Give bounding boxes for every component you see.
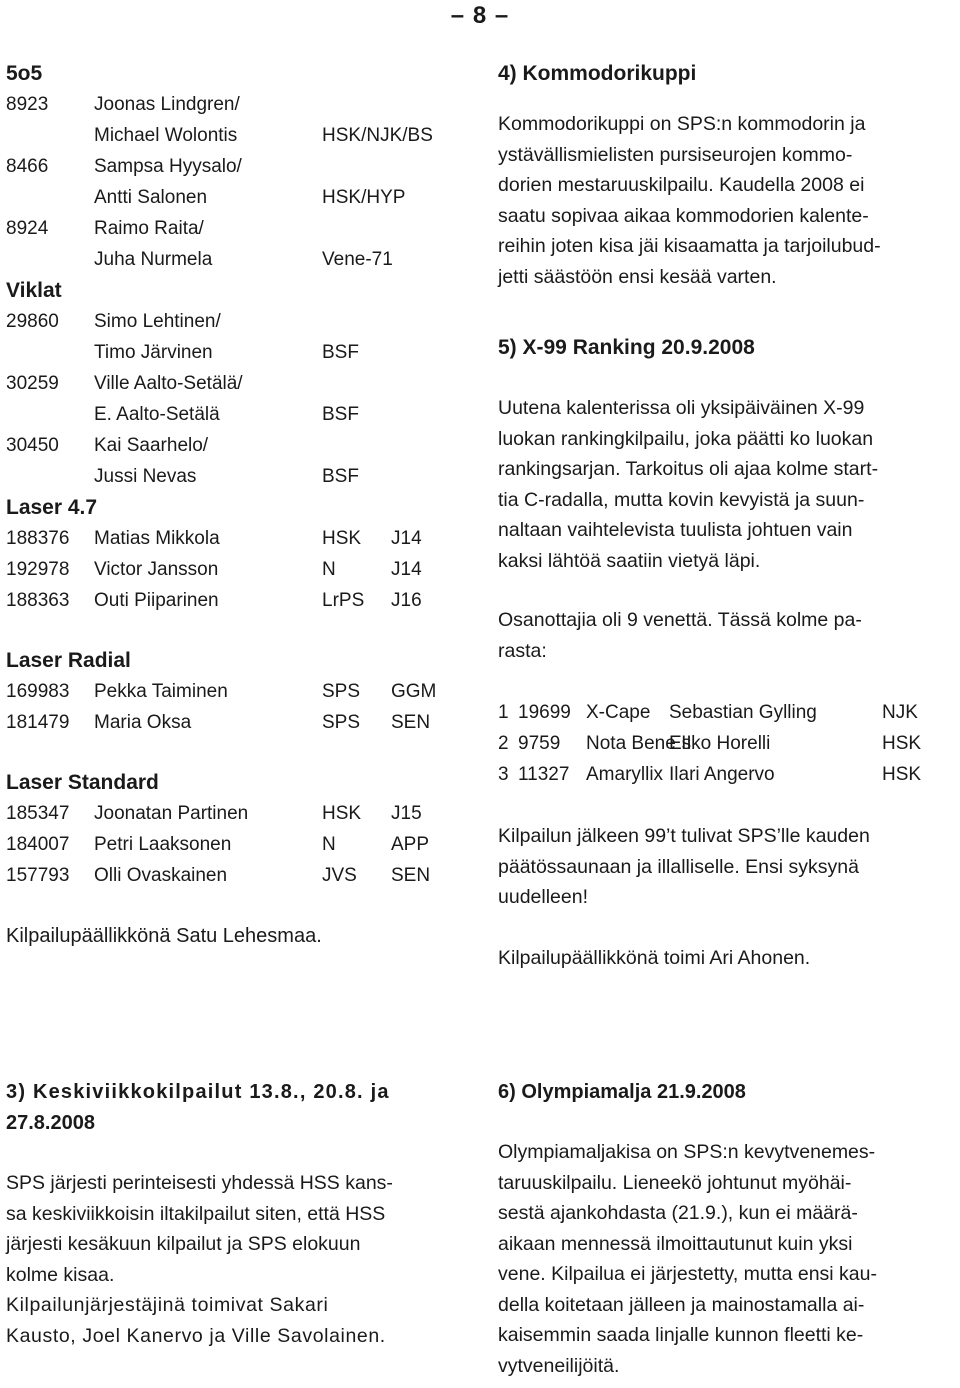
result-row: [6, 676, 476, 707]
text-line: järjesti kesäkuun kilpailut ja SPS elokuun: [6, 1233, 361, 1255]
keskiviikko-section: [6, 1077, 466, 1351]
boat-name: Nota Bene II: [586, 733, 692, 754]
text-line: luokan rankingkilpailu, joka päätti ko luokan: [498, 427, 874, 450]
result-row: [6, 89, 476, 120]
section-heading: Laser Radial: [6, 649, 131, 672]
kommodorikuppi-text: [498, 109, 960, 292]
keskiviikko-text: [6, 1168, 466, 1290]
after-race-text: [498, 821, 960, 913]
text-line: jetti säästöön ensi kesää varten.: [498, 265, 777, 288]
section-heading: Laser Standard: [6, 771, 159, 794]
boat-name: Amaryllix: [586, 764, 664, 785]
sail-number: 8466: [6, 156, 49, 177]
result-row: [6, 585, 476, 616]
club-name: HSK/NJK/BS: [322, 125, 433, 146]
position: 3: [498, 764, 509, 785]
sailor-name: Timo Järvinen: [94, 342, 213, 363]
sail-number: 169983: [6, 681, 70, 702]
text-line: vene. Kilpailua ei järjestetty, mutta ensi kau-: [498, 1263, 877, 1285]
sailor-name: Matias Mikkola: [94, 528, 220, 549]
sail-number: 188376: [6, 528, 70, 549]
text-line: reihin joten kisa jäi kisaamatta ja tarjoilubud-: [498, 235, 881, 257]
age-category: SEN: [391, 865, 431, 886]
club-name: BSF: [322, 342, 359, 363]
club-name: HSK: [322, 528, 362, 549]
race-director: Kilpailupäällikkönä Satu Lehesmaa.: [6, 925, 322, 947]
result-row: [6, 860, 476, 891]
text-line: kolme kisaa.: [6, 1263, 115, 1286]
sail-number: 11327: [518, 764, 570, 785]
sailor-name: Jussi Nevas: [94, 466, 197, 487]
text-line: taruuskilpailu. Lieneekö johtunut myöhäi-: [498, 1171, 852, 1194]
kommodorikuppi-heading: 4) Kommodorikuppi: [498, 62, 697, 85]
skipper-name: Esko Horelli: [669, 733, 771, 754]
club-name: LrPS: [322, 590, 365, 611]
text-line: aikaan mennessä ilmoittautunut kuin yksi: [498, 1232, 853, 1255]
text-line: Osanottajia oli 9 venettä. Tässä kolme pa-: [498, 609, 862, 631]
sailor-name: Raimo Raita/: [94, 218, 204, 239]
result-row: [6, 430, 476, 461]
text-line: Kommodorikuppi on SPS:n kommodorin ja: [498, 113, 866, 135]
keskiviikko-organizers: [6, 1290, 466, 1351]
sailor-name: Joonatan Partinen: [94, 803, 249, 824]
text-line: vytveneilijöitä.: [498, 1354, 620, 1377]
age-category: APP: [391, 834, 430, 855]
ranking-result-row: [498, 759, 960, 790]
sailor-name: Sampsa Hyysalo/: [94, 156, 242, 177]
club-name: SPS: [322, 712, 361, 733]
sail-number: 185347: [6, 803, 70, 824]
sail-number: 30259: [6, 373, 59, 394]
sail-number: 30450: [6, 435, 59, 456]
sail-number: 188363: [6, 590, 70, 611]
sail-number: 29860: [6, 311, 59, 332]
ranking-result-row: [498, 697, 960, 728]
sailor-name: Juha Nurmela: [94, 249, 213, 270]
club-name: JVS: [322, 865, 357, 886]
result-row: [6, 306, 476, 337]
club-name: NJK: [882, 702, 918, 723]
text-line: kaksi lähtöä saatiin vietyä läpi.: [498, 549, 761, 572]
sailor-name: Maria Oksa: [94, 712, 192, 733]
sail-number: 157793: [6, 865, 70, 886]
keskiviikko-heading: 3) Keskiviikkokilpailut 13.8., 20.8. ja: [6, 1081, 390, 1103]
text-line: della koitetaan jälleen ja mainostamalla ai-: [498, 1293, 865, 1316]
position: 2: [498, 733, 509, 754]
age-category: SEN: [391, 712, 431, 733]
olympiamalja-section: [498, 1077, 958, 1381]
skipper-name: Sebastian Gylling: [669, 702, 817, 723]
club-name: BSF: [322, 466, 359, 487]
x99-ranking-text: [498, 393, 960, 576]
text-line: ystävällismielisten pursiseurojen kommo-: [498, 143, 853, 166]
keskiviikko-heading-date: 27.8.2008: [6, 1112, 95, 1134]
sail-number: 8923: [6, 94, 49, 115]
result-row: [6, 120, 476, 151]
sail-number: 192978: [6, 559, 70, 580]
result-row: [6, 151, 476, 182]
age-category: GGM: [391, 681, 437, 702]
page-number: – 8 –: [450, 2, 510, 29]
skipper-name: Ilari Angervo: [669, 764, 775, 785]
ranking-result-row: [498, 728, 960, 759]
ranking-race-director: Kilpailupäällikkönä toimi Ari Ahonen.: [498, 946, 811, 969]
age-category: J14: [391, 528, 422, 549]
result-row: [6, 554, 476, 585]
olympiamalja-heading: 6) Olympiamalja 21.9.2008: [498, 1081, 746, 1103]
text-line: rankingsarjan. Tarkoitus oli ajaa kolme start-: [498, 458, 879, 480]
olympiamalja-text: [498, 1137, 958, 1381]
text-line: sa keskiviikkoisin iltakilpailut siten, että HSS: [6, 1202, 386, 1225]
age-category: J14: [391, 559, 422, 580]
text-line: Kilpailunjärjestäjinä toimivat Sakari: [6, 1294, 329, 1316]
text-line: päätössaunaan ja illalliselle. Ensi syksynä: [498, 855, 859, 878]
sailor-name: Kai Saarhelo/: [94, 435, 209, 456]
boat-name: X-Cape: [586, 702, 651, 723]
club-name: SPS: [322, 681, 361, 702]
text-line: naltaan vaihtelevista tuulista johtuen vain: [498, 519, 853, 541]
text-line: Uutena kalenterissa oli yksipäiväinen X-99: [498, 397, 865, 419]
participants-text: [498, 605, 960, 666]
sailor-name: Olli Ovaskainen: [94, 865, 228, 886]
sail-number: 8924: [6, 218, 49, 239]
sail-number: 181479: [6, 712, 70, 733]
sailor-name: Outi Piiparinen: [94, 590, 219, 611]
club-name: HSK: [882, 764, 922, 785]
ranking-results: [498, 697, 960, 790]
x99-ranking-heading: 5) X-99 Ranking 20.9.2008: [498, 336, 755, 359]
text-line: dorien mestaruuskilpailu. Kaudella 2008 ei: [498, 174, 865, 196]
text-line: Kilpailun jälkeen 99’t tulivat SPS’lle kauden: [498, 825, 870, 847]
sailor-name: Pekka Taiminen: [94, 681, 228, 702]
club-name: HSK: [882, 733, 922, 754]
section-heading: Laser 4.7: [6, 496, 98, 519]
result-row: [6, 798, 476, 829]
text-line: saatu sopivaa aikaa kommodorien kalente-: [498, 204, 869, 227]
result-row: [6, 244, 476, 275]
club-name: HSK: [322, 803, 362, 824]
result-row: [6, 707, 476, 738]
club-name: BSF: [322, 404, 359, 425]
result-row: [6, 213, 476, 244]
section-heading: 5o5: [6, 62, 43, 85]
sail-number: 19699: [518, 702, 571, 723]
text-line: Kausto, Joel Kanervo ja Ville Savolainen.: [6, 1324, 386, 1347]
sailor-name: Antti Salonen: [94, 187, 208, 208]
age-category: J16: [391, 590, 422, 611]
club-name: N: [322, 559, 336, 580]
position: 1: [498, 702, 509, 723]
result-row: [6, 829, 476, 860]
result-row: [6, 523, 476, 554]
text-line: uudelleen!: [498, 886, 588, 908]
sail-number: 9759: [518, 733, 561, 754]
result-row: [6, 337, 476, 368]
text-line: SPS järjesti perinteisesti yhdessä HSS kans-: [6, 1172, 393, 1194]
club-name: HSK/HYP: [322, 187, 406, 208]
text-line: kaisemmin saada linjalle kunnon fleetti ke-: [498, 1324, 864, 1346]
result-row: [6, 399, 476, 430]
result-row: [6, 182, 476, 213]
sailor-name: Petri Laaksonen: [94, 834, 232, 855]
sailor-name: Michael Wolontis: [94, 125, 238, 146]
results-column: [6, 58, 476, 952]
sailor-name: Ville Aalto-Setälä/: [94, 373, 243, 394]
sailor-name: Victor Jansson: [94, 559, 219, 580]
result-row: [6, 461, 476, 492]
result-row: [6, 368, 476, 399]
club-name: N: [322, 834, 336, 855]
text-line: sestä ajankohdasta (21.9.), kun ei määrä-: [498, 1202, 858, 1224]
section-heading: Viklat: [6, 279, 62, 302]
right-column: [498, 58, 960, 973]
age-category: J15: [391, 803, 422, 824]
text-line: tia C-radalla, mutta kovin kevyistä ja suun-: [498, 488, 865, 511]
sailor-name: Joonas Lindgren/: [94, 94, 240, 115]
sail-number: 184007: [6, 834, 70, 855]
text-line: Olympiamaljakisa on SPS:n kevytvenemes-: [498, 1141, 876, 1163]
sailor-name: Simo Lehtinen/: [94, 311, 221, 332]
club-name: Vene-71: [322, 249, 393, 270]
sailor-name: E. Aalto-Setälä: [94, 404, 220, 425]
text-line: rasta:: [498, 639, 547, 662]
